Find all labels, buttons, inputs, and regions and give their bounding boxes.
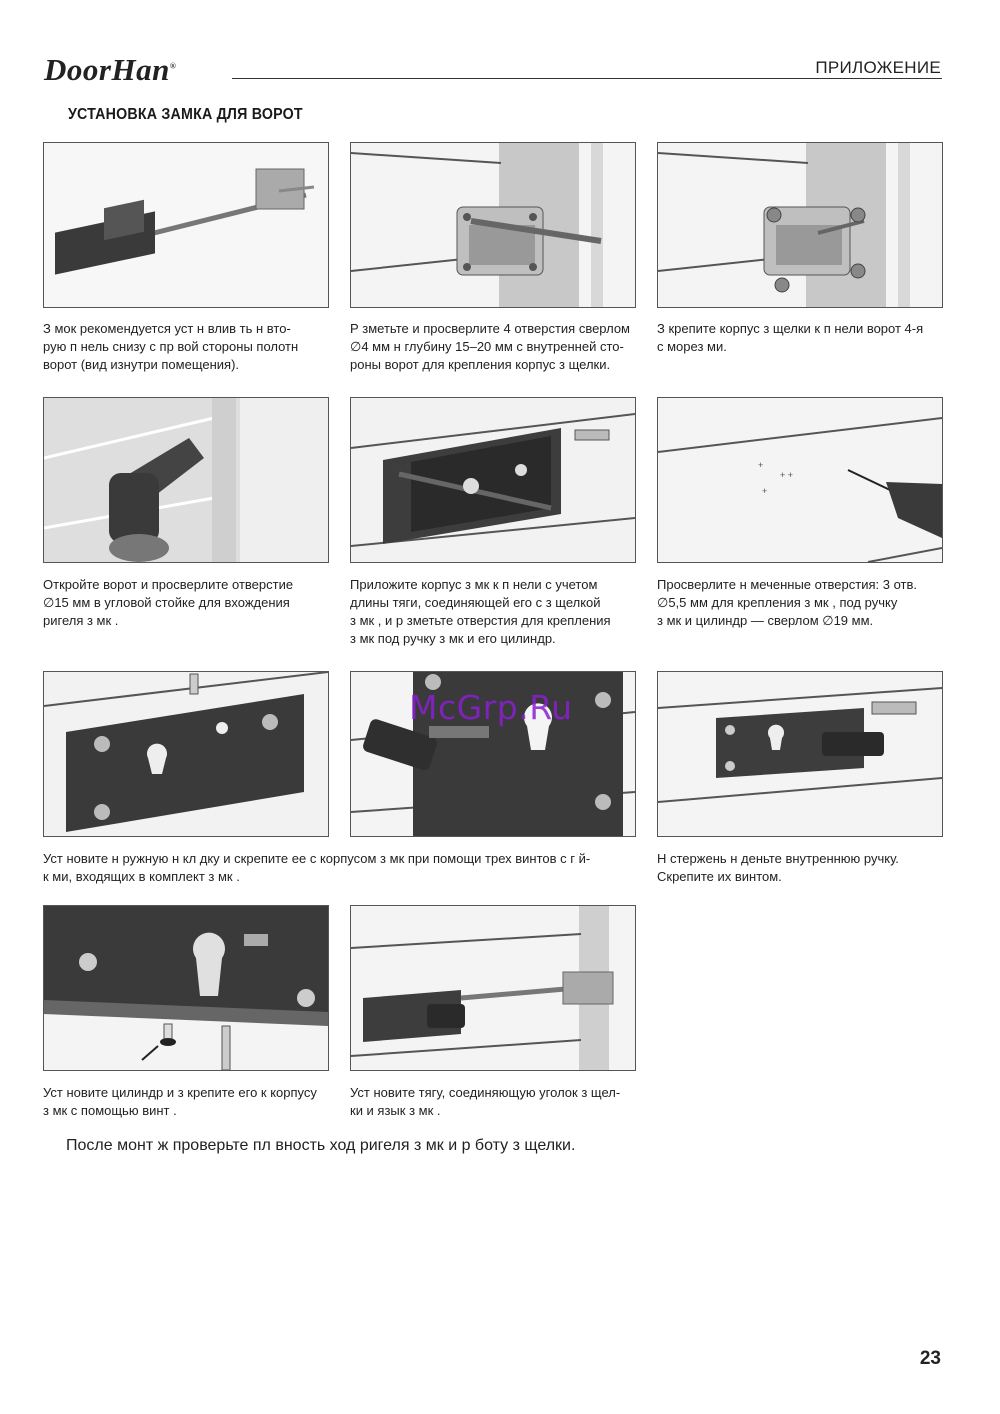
- step-3-illustration: [657, 142, 943, 308]
- step-8-illustration: [657, 671, 943, 837]
- step-2-caption: Р зметьте и просверлите 4 отверстия сверлом ∅4 мм н глубину 15–20 мм с внутренней сто- роны ворот для крепления корпус з щелки.: [350, 321, 630, 372]
- step-1-caption: З мок рекомендуется уст н влив ть н вто- рую п нель снизу с пр вой стороны полотн ворот (вид изнутри помещения).: [43, 321, 299, 372]
- step-4-caption: Откройте ворот и просверлите отверстие ∅15 мм в угловой стойке для вхождения ригеля з мк .: [43, 577, 294, 628]
- step-2-illustration: [350, 142, 636, 308]
- step-6-caption: Просверлите н меченные отверстия: 3 отв. ∅5,5 мм для крепления з мк , под ручку з мк и цилиндр — сверлом ∅19 мм.: [657, 577, 918, 628]
- step-5-caption: Приложите корпус з мк к п нели с учетом длины тяги, соединяющей его с з щелкой з мк , и р зметьте отверстия для крепления з мк под ручку з мк и его цилиндр.: [350, 577, 611, 646]
- svg-text:+ +: + +: [780, 470, 794, 480]
- final-check-note: После монт ж проверьте пл вность ход ригеля з мк и р боту з щелки.: [66, 1137, 576, 1154]
- page-title: УСТАНОВКА ЗАМКА ДЛЯ ВОРОТ: [68, 106, 303, 123]
- step-1-illustration: [43, 142, 329, 308]
- svg-text:+: +: [762, 486, 768, 496]
- step-9-illustration: [43, 905, 329, 1071]
- step-8-caption: Н стержень н деньте внутреннюю ручку. Скрепите их винтом.: [657, 851, 899, 884]
- section-label: ПРИЛОЖЕНИЕ: [815, 58, 941, 77]
- page-number: 23: [919, 1348, 941, 1369]
- step-7a-illustration: [43, 671, 329, 837]
- watermark-text: McGrp.Ru: [409, 688, 573, 727]
- step-3-caption: З крепите корпус з щелки к п нели ворот 4-я с морез ми.: [657, 321, 924, 354]
- brand-logo: DoorHan®: [44, 52, 177, 87]
- step-7-caption: Уст новите н ружную н кл дку и скрепите ее с корпусом з мк при помощи трех винтов с г й- к ми, входящих в комплект з мк .: [43, 851, 591, 884]
- svg-text:+: +: [758, 460, 764, 470]
- step-5-illustration: [350, 397, 636, 563]
- step-10-caption: Уст новите тягу, соединяющую уголок з щел- ки и язык з мк .: [350, 1085, 621, 1118]
- step-9-caption: Уст новите цилиндр и з крепите его к корпусу з мк с помощью винт .: [43, 1085, 317, 1118]
- step-4-illustration: [43, 397, 329, 563]
- step-6-illustration: [657, 397, 943, 563]
- step-10-illustration: [350, 905, 636, 1071]
- header-rule: [232, 78, 942, 79]
